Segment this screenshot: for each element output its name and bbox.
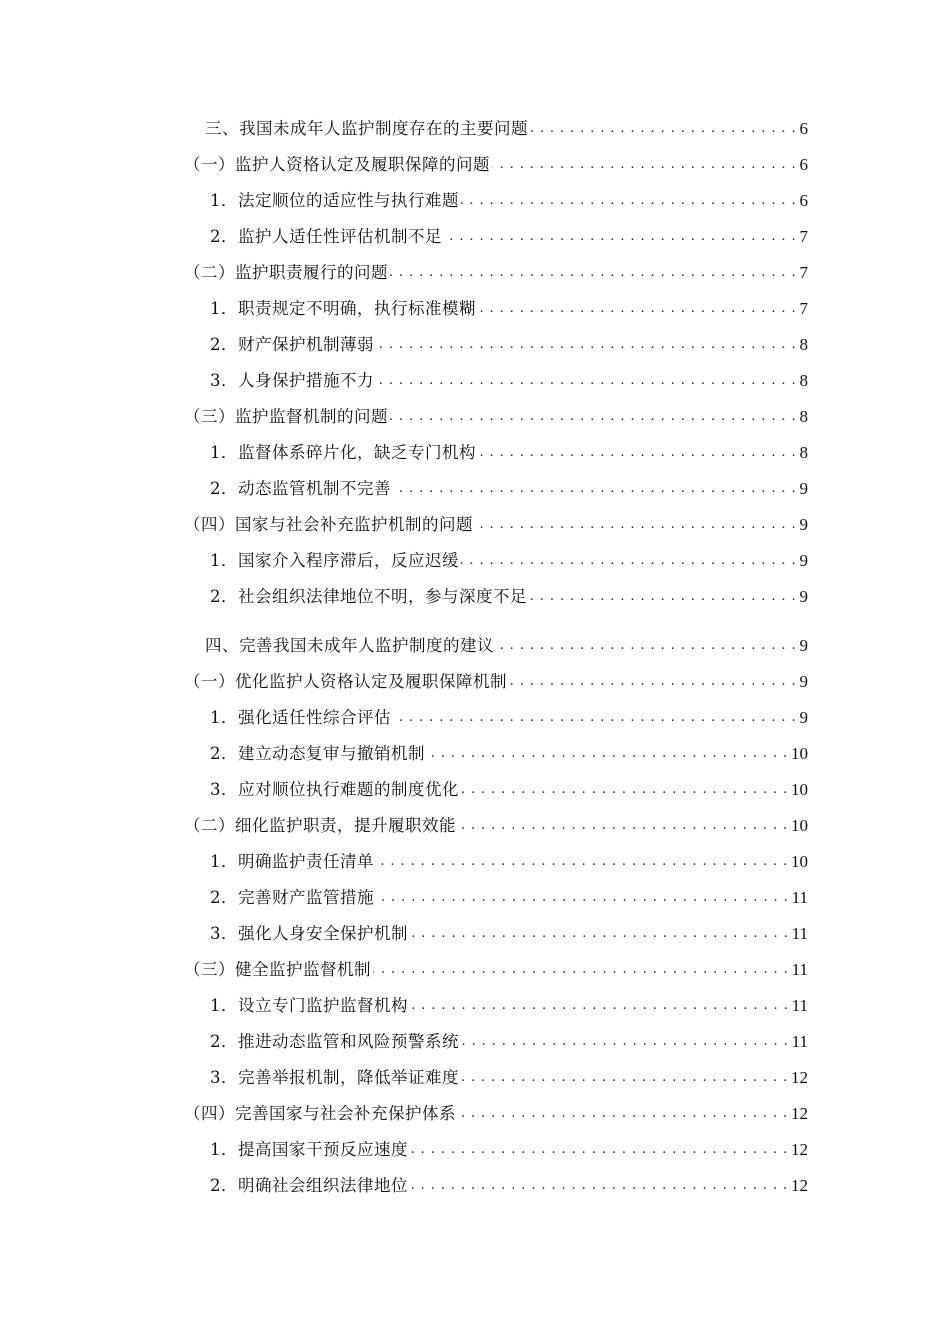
dot-leader	[458, 1102, 788, 1126]
toc-entry[interactable]	[210, 189, 808, 213]
toc-entry-label: 1．设立专门监护监督机构	[210, 996, 408, 1015]
toc-page-number: 12	[791, 1140, 808, 1159]
dot-leader	[492, 153, 797, 177]
toc-entry[interactable]	[210, 369, 808, 393]
toc-entry[interactable]	[210, 225, 808, 249]
dot-leader	[509, 670, 797, 694]
toc-entry[interactable]	[210, 297, 808, 321]
toc-entry-label: 1．国家介入程序滞后，反应迟缓	[210, 551, 459, 570]
toc-entry-label: 3．人身保护措施不力	[210, 371, 374, 390]
dot-leader	[427, 742, 788, 766]
toc-entry-label: （二）监护职责履行的问题	[184, 263, 388, 282]
dot-leader	[496, 634, 797, 658]
toc-page-number: 11	[791, 960, 808, 979]
toc-entry[interactable]	[210, 549, 808, 573]
toc-entry-label: 三、我国未成年人监护制度存在的主要问题	[205, 119, 528, 138]
toc-entry-label: （一）优化监护人资格认定及履职保障机制	[184, 672, 507, 691]
toc-entry[interactable]	[184, 670, 808, 694]
toc-page-number: 11	[791, 888, 808, 907]
toc-entry-label: 1．法定顺位的适应性与执行难题	[210, 191, 459, 210]
toc-page-number: 7	[799, 263, 808, 282]
toc-entry-label: 1．监督体系碎片化，缺乏专门机构	[210, 443, 476, 462]
toc-entry[interactable]	[210, 886, 808, 910]
toc-entry[interactable]	[184, 513, 808, 537]
dot-leader	[376, 886, 789, 910]
dot-leader	[475, 513, 797, 537]
toc-entry-label: （一）监护人资格认定及履职保障的问题	[184, 155, 490, 174]
toc-page-number: 9	[799, 479, 808, 498]
dot-leader	[461, 549, 797, 573]
toc-page-number: 10	[791, 816, 808, 835]
toc-page-number: 6	[799, 119, 808, 138]
toc-page-number: 8	[799, 407, 808, 426]
dot-leader	[530, 117, 797, 141]
toc-entry-label: 2．明确社会组织法律地位	[210, 1176, 408, 1195]
toc-entry-label: 2．建立动态复审与撤销机制	[210, 744, 425, 763]
dot-leader	[410, 1174, 788, 1198]
toc-page-number: 9	[799, 551, 808, 570]
toc-entry-label: 1．提高国家干预反应速度	[210, 1140, 408, 1159]
toc-entry[interactable]	[184, 153, 808, 177]
dot-leader	[478, 441, 797, 465]
dot-leader	[444, 225, 797, 249]
dot-leader	[529, 585, 797, 609]
dot-leader	[410, 1138, 788, 1162]
dot-leader	[410, 994, 789, 1018]
dot-leader	[461, 778, 788, 802]
toc-page-number: 7	[799, 299, 808, 318]
toc-page-number: 12	[791, 1068, 808, 1087]
toc-page-number: 9	[799, 587, 808, 606]
toc-entry[interactable]	[210, 441, 808, 465]
toc-page-number: 11	[791, 1032, 808, 1051]
toc-page-number: 12	[791, 1104, 808, 1123]
toc-page-number: 8	[799, 443, 808, 462]
toc-entry[interactable]	[210, 1066, 808, 1090]
toc-page-number: 10	[791, 744, 808, 763]
toc-page-number: 9	[799, 672, 808, 691]
toc-entry-label: 3．应对顺位执行难题的制度优化	[210, 780, 459, 799]
toc-page-number: 9	[799, 636, 808, 655]
dot-leader	[410, 922, 789, 946]
toc-entry[interactable]	[184, 958, 808, 982]
toc-page-number: 9	[799, 708, 808, 727]
toc-entry-label: 2．推进动态监管和风险预警系统	[210, 1032, 459, 1051]
toc-entry-label: 2．完善财产监管措施	[210, 888, 374, 907]
toc-page-number: 10	[791, 852, 808, 871]
toc-entry[interactable]	[210, 922, 808, 946]
toc-entry[interactable]	[210, 585, 808, 609]
dot-leader	[376, 333, 797, 357]
dot-leader	[461, 189, 797, 213]
dot-leader	[458, 814, 788, 838]
toc-entry-label: 2．财产保护机制薄弱	[210, 335, 374, 354]
toc-page-number: 10	[791, 780, 808, 799]
toc-page-number: 9	[799, 515, 808, 534]
toc-entry-section-4[interactable]	[205, 634, 808, 658]
dot-leader	[461, 1030, 789, 1054]
dot-leader	[393, 706, 797, 730]
toc-entry[interactable]	[184, 261, 808, 285]
toc-entry-label: 1．强化适任性综合评估	[210, 708, 391, 727]
toc-page-number: 12	[791, 1176, 808, 1195]
dot-leader	[393, 477, 797, 501]
toc-entry-label: 2．动态监管机制不完善	[210, 479, 391, 498]
toc-entry[interactable]	[210, 742, 808, 766]
toc-entry[interactable]	[184, 405, 808, 429]
toc-entry-label: （三）健全监护监督机制	[184, 960, 371, 979]
dot-leader	[461, 1066, 788, 1090]
toc-entry[interactable]	[210, 850, 808, 874]
toc-page-number: 8	[799, 371, 808, 390]
dot-leader	[373, 958, 789, 982]
toc-entry-label: 2．监护人适任性评估机制不足	[210, 227, 442, 246]
toc-entry-label: 2．社会组织法律地位不明，参与深度不足	[210, 587, 527, 606]
toc-entry-label: （三）监护监督机制的问题	[184, 407, 388, 426]
dot-leader	[376, 369, 797, 393]
toc-page-number: 11	[791, 924, 808, 943]
toc-entry[interactable]	[210, 1174, 808, 1198]
toc-entry[interactable]	[184, 1102, 808, 1126]
dot-leader	[390, 261, 797, 285]
dot-leader	[376, 850, 788, 874]
toc-page-number: 6	[799, 191, 808, 210]
toc-entry-label: 3．强化人身安全保护机制	[210, 924, 408, 943]
toc-entry[interactable]	[210, 994, 808, 1018]
toc-entry-label: 1．职责规定不明确，执行标准模糊	[210, 299, 476, 318]
toc-entry[interactable]	[184, 814, 808, 838]
toc-entry-section-3[interactable]	[205, 117, 808, 141]
toc-entry-label: 四、完善我国未成年人监护制度的建议	[205, 636, 494, 655]
toc-entry[interactable]	[210, 1138, 808, 1162]
toc-page-number: 11	[791, 996, 808, 1015]
toc-entry-label: （二）细化监护职责，提升履职效能	[184, 816, 456, 835]
toc-entry-label: 3．完善举报机制，降低举证难度	[210, 1068, 459, 1087]
dot-leader	[478, 297, 797, 321]
toc-entry-label: （四）完善国家与社会补充保护体系	[184, 1104, 456, 1123]
toc-page-number: 6	[799, 155, 808, 174]
toc-entry[interactable]	[210, 333, 808, 357]
toc-entry[interactable]	[210, 706, 808, 730]
dot-leader	[390, 405, 797, 429]
toc-page-number: 7	[799, 227, 808, 246]
toc-entry[interactable]	[210, 477, 808, 501]
toc-page-number: 8	[799, 335, 808, 354]
toc-entry[interactable]	[210, 778, 808, 802]
toc-entry[interactable]	[210, 1030, 808, 1054]
toc-entry-label: （四）国家与社会补充监护机制的问题	[184, 515, 473, 534]
toc-entry-label: 1．明确监护责任清单	[210, 852, 374, 871]
